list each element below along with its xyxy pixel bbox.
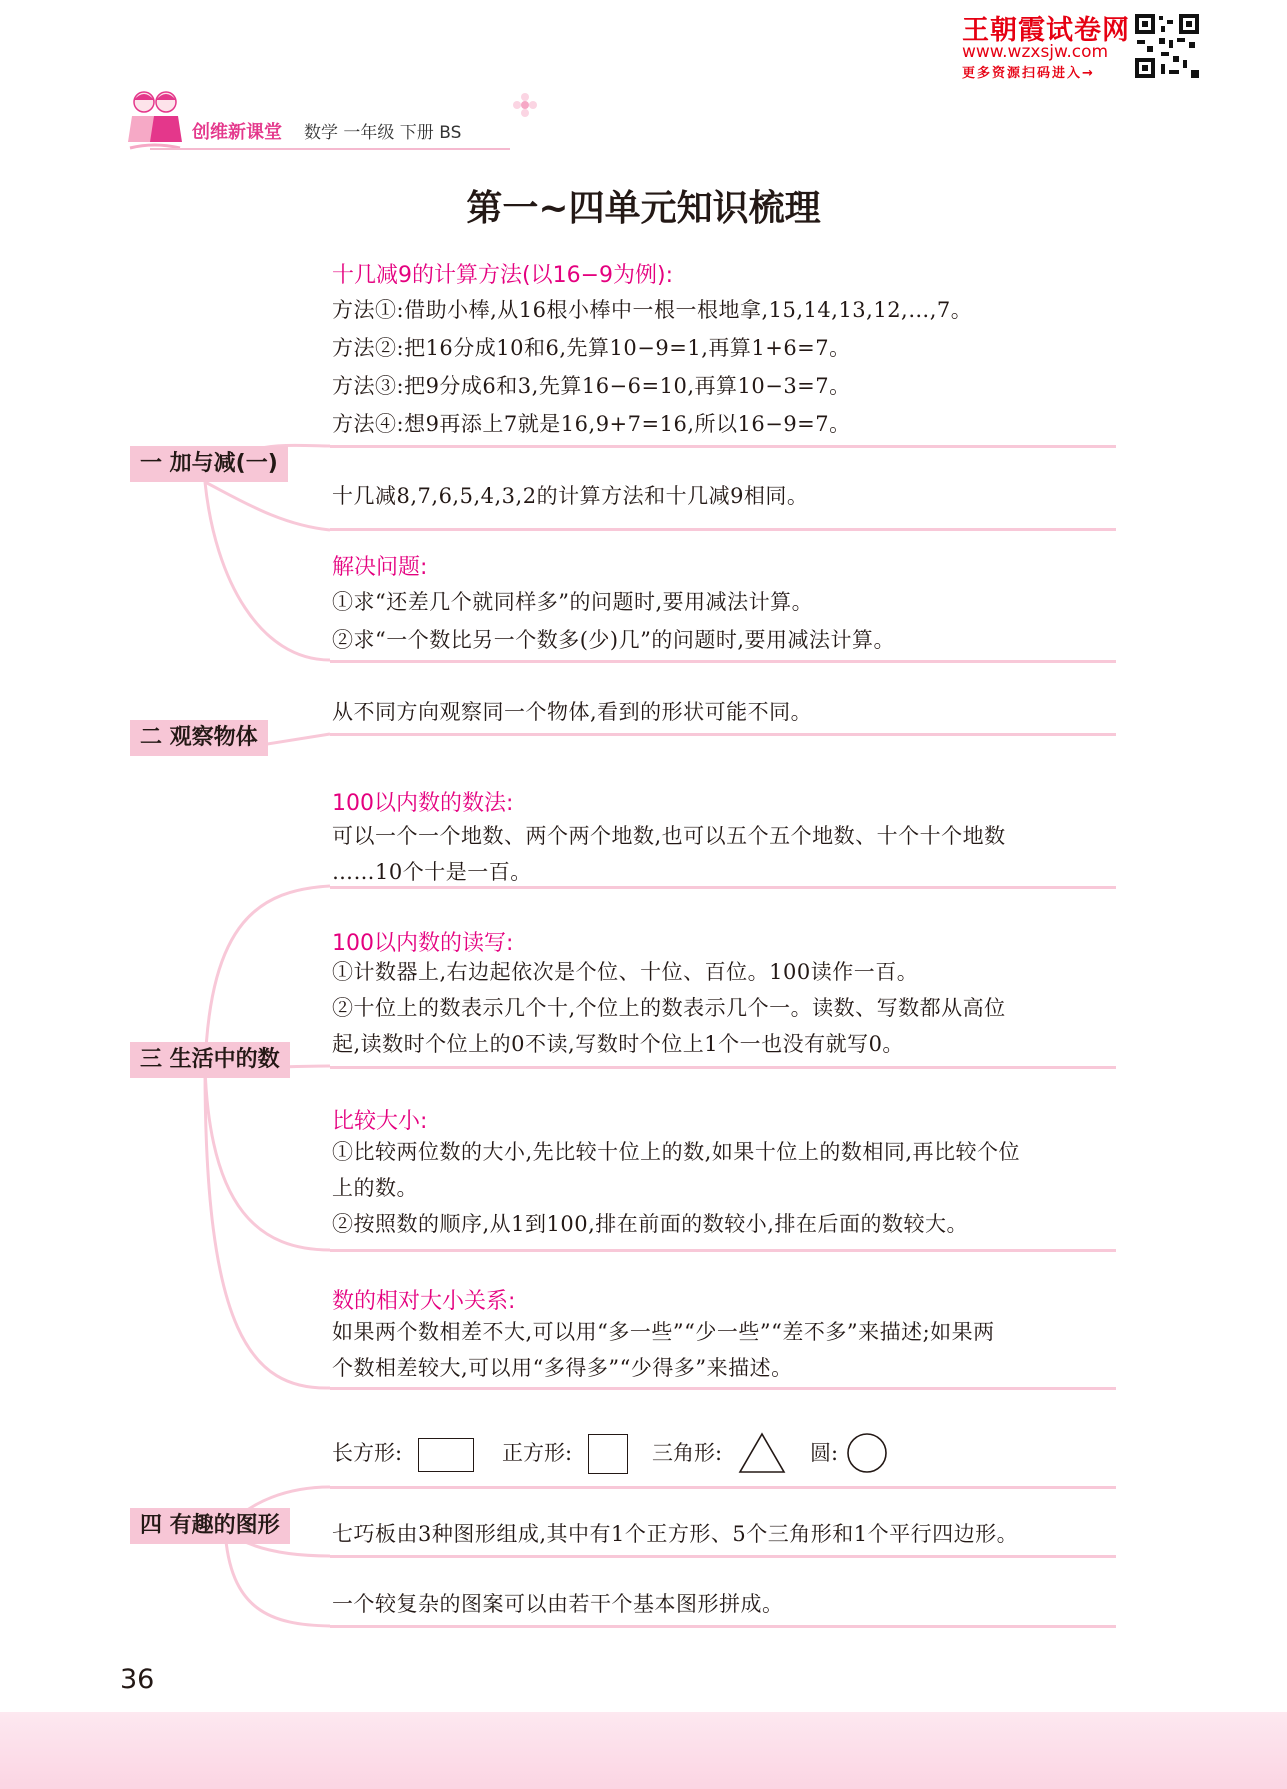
- section-heading: 数的相对大小关系:: [332, 1289, 516, 1314]
- page-title: 第一~四单元知识梳理: [466, 188, 821, 229]
- section-heading: 比较大小:: [332, 1109, 428, 1134]
- unit-tag-3: 三 生活中的数: [130, 1042, 290, 1078]
- brand-url[interactable]: www.wzxsjw.com: [962, 42, 1109, 62]
- branch-rule: [330, 1625, 1116, 1628]
- section-heading: 解决问题:: [332, 555, 428, 580]
- text-line: 十几减8,7,6,5,4,3,2的计算方法和十几减9相同。: [332, 484, 809, 508]
- series-name: 创维新课堂: [192, 122, 282, 143]
- text-line: ②按照数的顺序,从1到100,排在前面的数较小,排在后面的数较大。: [332, 1212, 968, 1236]
- triangle-shape-icon: [738, 1432, 786, 1474]
- footer-band: [0, 1712, 1287, 1789]
- branch-rule: [330, 1387, 1116, 1390]
- rectangle-shape-icon: [418, 1438, 474, 1472]
- text-line: ①比较两位数的大小,先比较十位上的数,如果十位上的数相同,再比较个位: [332, 1140, 1021, 1164]
- text-line: 从不同方向观察同一个物体,看到的形状可能不同。: [332, 700, 813, 724]
- text-line: 一个较复杂的图案可以由若干个基本图形拼成。: [332, 1592, 784, 1616]
- text-line: 七巧板由3种图形组成,其中有1个正方形、5个三角形和1个平行四边形。: [332, 1522, 1019, 1546]
- text-line: 上的数。: [332, 1176, 418, 1200]
- shape-label-square: 正方形:: [502, 1441, 573, 1465]
- shape-label-circle: 圆:: [810, 1441, 839, 1465]
- text-line: 方法①:借助小棒,从16根小棒中一根一根地拿,15,14,13,12,…,7。: [332, 298, 973, 322]
- unit-tag-4: 四 有趣的图形: [130, 1508, 290, 1544]
- branch-rule: [330, 1555, 1116, 1558]
- section-heading: 十几减9的计算方法(以16−9为例):: [332, 263, 674, 288]
- text-line: 如果两个数相差不大,可以用“多一些”“少一些”“差不多”来描述;如果两: [332, 1320, 995, 1344]
- brand-title: 王朝霞试卷网: [962, 15, 1130, 46]
- text-line: ②求“一个数比另一个数多(少)几”的问题时,要用减法计算。: [332, 628, 896, 652]
- text-line: 方法③:把9分成6和3,先算16−6=10,再算10−3=7。: [332, 374, 851, 398]
- branch-rule: [330, 886, 1116, 889]
- branch-rule: [330, 1249, 1116, 1252]
- text-line: ②十位上的数表示几个十,个位上的数表示几个一。读数、写数都从高位: [332, 996, 1006, 1020]
- square-shape-icon: [588, 1434, 628, 1474]
- shape-label-rectangle: 长方形:: [332, 1441, 403, 1465]
- section-heading: 100以内数的读写:: [332, 931, 514, 956]
- shape-label-triangle: 三角形:: [652, 1441, 723, 1465]
- branch-rule: [330, 660, 1116, 663]
- text-line: ①求“还差几个就同样多”的问题时,要用减法计算。: [332, 590, 814, 614]
- text-line: ①计数器上,右边起依次是个位、十位、百位。100读作一百。: [332, 960, 919, 984]
- unit-tag-1: 一 加与减(一): [130, 446, 288, 482]
- branch-rule: [330, 528, 1116, 531]
- branch-rule: [330, 445, 1116, 448]
- section-heading: 100以内数的数法:: [332, 791, 514, 816]
- subject-info: 数学 一年级 下册 BS: [304, 123, 462, 143]
- branch-rule: [330, 1066, 1116, 1069]
- page-number: 36: [120, 1664, 155, 1695]
- circle-shape-icon: [846, 1432, 888, 1474]
- text-line: 方法②:把16分成10和6,先算10−9=1,再算1+6=7。: [332, 336, 851, 360]
- branch-rule: [330, 1486, 1116, 1489]
- text-line: 个数相差较大,可以用“多得多”“少得多”来描述。: [332, 1356, 793, 1380]
- brand-scan-hint: 更多资源扫码进入→: [962, 66, 1095, 81]
- text-line: 可以一个一个地数、两个两个地数,也可以五个五个地数、十个十个地数: [332, 824, 1006, 848]
- text-line: ……10个十是一百。: [332, 860, 532, 884]
- text-line: 方法④:想9再添上7就是16,9+7=16,所以16−9=7。: [332, 412, 851, 436]
- text-line: 起,读数时个位上的0不读,写数时个位上1个一也没有就写0。: [332, 1032, 904, 1056]
- unit-tag-2: 二 观察物体: [130, 720, 268, 756]
- branch-rule: [330, 733, 1116, 736]
